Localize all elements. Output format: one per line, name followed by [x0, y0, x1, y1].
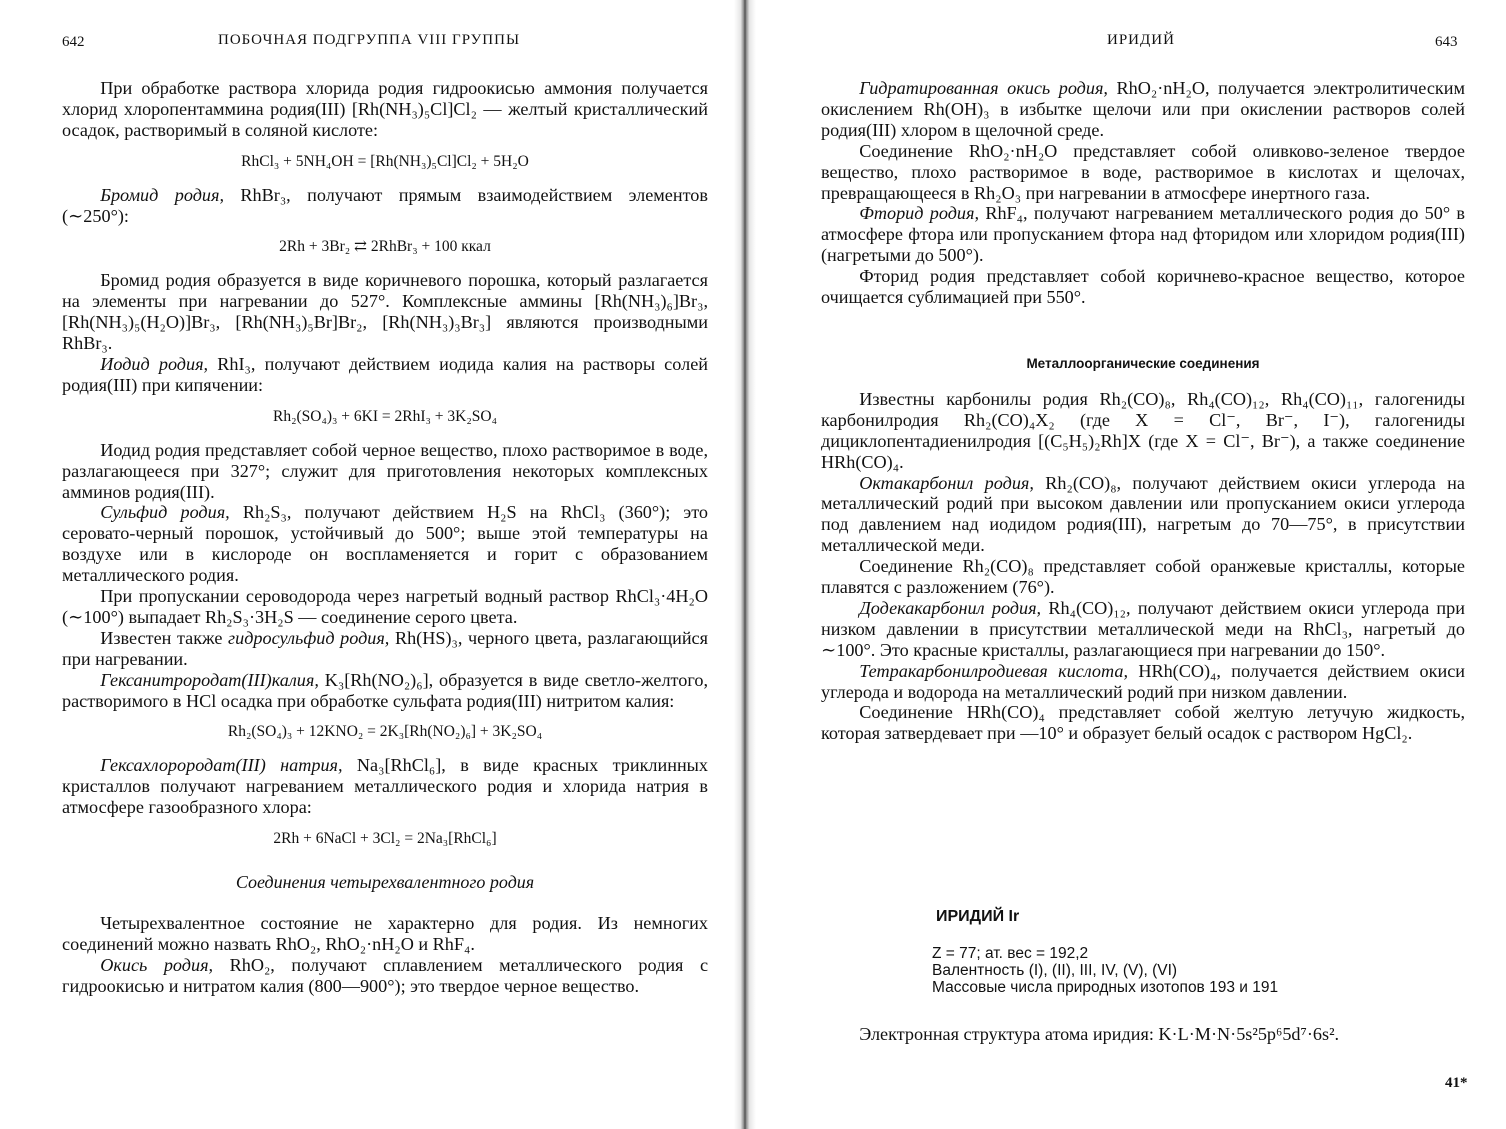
signature-mark: 41* [1445, 1075, 1468, 1091]
paragraph: Соединение Rh₂(CO)₈ представляет собой оранжевые кристаллы, которые плавятся с разложением (76°). [821, 556, 1465, 598]
paragraph: Соединение RhO₂·nH₂O представляет собой оливково-зеленое твердое вещество, плохо растворимое в воде, растворимое в кислотах и щелочах, превращающееся в Rh₂O₃ при нагревании в атмосфере инертного газа. [821, 140, 1465, 203]
element-heading: ИРИДИЙ Ir [936, 908, 1020, 925]
paragraph [821, 203, 1465, 266]
term: Гидратированная окись родия, [859, 78, 1108, 98]
term: Гексахлорородат(III) натрия, [100, 755, 343, 776]
paragraph: Иодид родия представляет собой черное вещество, плохо растворимое в воде, разлагающееся при 327°; служит для приготовления некоторых комплексных амминов родия(III). [62, 439, 708, 502]
isotope-data: Массовые числа природных изотопов 193 и 191 [932, 978, 1279, 996]
equation: Rh₂(SO₄)₃ + 12KNO₂ = 2K₃[Rh(NO₂)₆] + 3K₂SO₄ [227, 723, 543, 741]
text: Известен также [100, 627, 229, 648]
page-number: 642 [62, 34, 85, 50]
element-data-block [932, 946, 1472, 996]
valence-data: Валентность (I), (II), III, IV, (V), (VI) [932, 961, 1178, 979]
text: Rh₄(CO)₁₂, получают действием окиси углерода при низком давлении в присутствии металлической меди на RhCl₃, нагретый до ∼100°. Это красные кристаллы, разлагающиеся при нагревании до 150°. [821, 597, 1465, 660]
paragraph [62, 755, 708, 818]
term: Бромид родия, [100, 184, 224, 205]
text: RhI₃, получают действием иодида калия на растворы солей родия(III) при кипячении: [62, 353, 708, 395]
running-header: ИРИДИЙ [1107, 32, 1175, 48]
left-page [0, 0, 745, 1129]
text: HRh(CO)₄, получается действием окиси углерода и водорода на металлический родий при низком давлении. [821, 660, 1466, 702]
text: Na₃[RhCl₆], в виде красных триклинных кристаллов получают нагреванием металлического родия и хлорида натрия в атмосфере газообразного хлора: [62, 755, 708, 818]
term: Иодид родия, [100, 353, 209, 374]
text: Rh₂(CO)₈, получают действием окиси углерода на металлический родий при высоком давлении или пропусканием окиси углерода под давлением над иодидом родия(III), нагретым до 70—75°, в присутствии металлической меди. [821, 472, 1465, 556]
section-heading: Металлоорганические соединения [1026, 355, 1260, 371]
text: Rh(HS)₃, черного цвета, разлагающийся при нагревании. [62, 627, 708, 669]
paragraph [62, 502, 708, 586]
paragraph [821, 598, 1465, 661]
equation: Rh₂(SO₄)₃ + 6KI = 2RhI₃ + 3K₂SO₄ [273, 407, 497, 425]
page-number: 643 [1435, 34, 1458, 50]
term: Окись родия, [100, 954, 214, 975]
paragraph [821, 78, 1465, 141]
left-body-text [62, 78, 708, 997]
paragraph: Соединение HRh(CO)₄ представляет собой желтую летучую жидкость, которая затвердевает при —10° и образует белый осадок с раствором HgCl₂. [821, 702, 1465, 744]
electron-structure-text [821, 1024, 1465, 1045]
paragraph [821, 473, 1465, 557]
equation: 2Rh + 3Br₂ ⇄ 2RhBr₃ + 100 ккал [279, 238, 491, 256]
term: гидросульфид родия, [228, 627, 390, 648]
term: Фторид родия, [859, 203, 980, 224]
paragraph: При обработке раствора хлорида родия гидроокисью аммония получается хлорид хлоропентаммина родия(III) [Rh(NH₃)₅Cl]Cl₂ — желтый кристаллический осадок, растворимый в соляной кислоте: [62, 78, 708, 140]
term: Сульфид родия, [100, 502, 230, 523]
text: RhBr₃, получают прямым взаимодействием элементов (∼250°): [62, 184, 708, 226]
paragraph [821, 661, 1465, 703]
atomic-data: Z = 77; ат. вес = 192,2 [932, 945, 1089, 962]
text: K₃[Rh(NO₂)₆], образуется в виде светло-желтого, растворимого в HCl осадка при обработке сульфата родия(III) нитритом калия: [62, 669, 708, 711]
text: RhO₂, получают сплавлением металлического родия с гидроокисью и нитратом калия (800—900°); это твердое черное вещество. [62, 954, 709, 996]
paragraph: Известны карбонилы родия Rh₂(CO)₈, Rh₄(CO)₁₂, Rh₄(CO)₁₁, галогениды карбонилродия Rh₂(CO)₄X₂ (где X = Cl⁻, Br⁻, I⁻), галогениды дициклопентадиенилродия [(C₅H₅)₂Rh]X (где X = Cl⁻, Br⁻), а также соединение HRh(CO)₄. [821, 388, 1465, 472]
equation: RhCl₃ + 5NH₄OH = [Rh(NH₃)₅Cl]Cl₂ + 5H₂O [241, 152, 529, 170]
paragraph [62, 354, 708, 396]
term: Гексанитрородат(III)калия, [100, 669, 319, 690]
equation: 2Rh + 6NaCl + 3Cl₂ = 2Na₃[RhCl₆] [273, 830, 497, 848]
subsection-heading: Соединения четырехвалентного родия [235, 872, 535, 892]
paragraph [62, 185, 708, 227]
paragraph [62, 955, 708, 997]
text: Rh₂S₃, получают действием H₂S на RhCl₃ (360°); это серовато-черный порошок, устойчивый до 500°; выше этой температуры на воздухе или в кислороде он воспламеняется и горит с образованием металлического родия. [62, 502, 709, 586]
paragraph [62, 670, 708, 712]
paragraph: Бромид родия образуется в виде коричневого порошка, который разлагается на элементы при нагревании до 527°. Комплексные аммины [Rh(NH₃)₆]Br₃, [Rh(NH₃)₅(H₂O)]Br₃, [Rh(NH₃)₅Br]Br₂, [Rh(NH₃)₃Br₃] являются производными RhBr₃. [62, 270, 708, 354]
paragraph [62, 628, 708, 670]
paragraph: Четырехвалентное состояние не характерно для родия. Из немногих соединений можно назвать RhO₂, RhO₂·nH₂O и RhF₄. [62, 912, 708, 954]
right-body-text [821, 78, 1465, 744]
paragraph: Фторид родия представляет собой коричнево-красное вещество, которое очищается сублимацией при 550°. [821, 266, 1465, 308]
running-header: ПОБОЧНАЯ ПОДГРУППА VIII ГРУППЫ [218, 32, 521, 48]
term: Додекакарбонил родия, [859, 597, 1042, 618]
paragraph: При пропускании сероводорода через нагретый водный раствор RhCl₃·4H₂O (∼100°) выпадает Rh₂S₃·3H₂S — соединение серого цвета. [62, 586, 708, 627]
right-page [755, 0, 1506, 1129]
term: Тетракарбонилродиевая кислота, [859, 660, 1128, 681]
text: RhO₂·nH₂O, получается электролитическим окислением Rh(OH)₃ в избытке щелочи или при окислении растворов солей родия(III) хлором в щелочной среде. [821, 78, 1465, 140]
term: Октакарбонил родия, [859, 472, 1034, 493]
text: RhF₄, получают нагреванием металлического родия до 50° в атмосфере фтора или пропусканием фтора над фторидом или хлоридом родия(III) (нагретыми до 500°). [821, 203, 1465, 266]
paragraph: Электронная структура атома иридия: K·L·M·N·5s²5p⁶5d⁷·6s². [859, 1024, 1340, 1044]
